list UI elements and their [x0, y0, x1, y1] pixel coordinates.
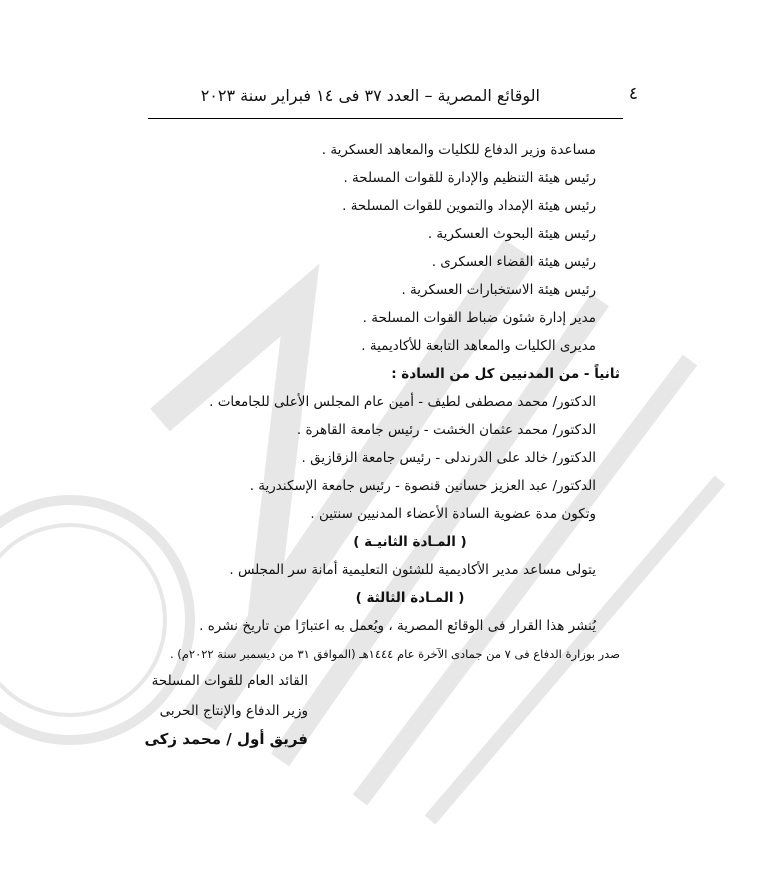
issued-date: صدر بوزارة الدفاع فى ٧ من جمادى الآخرة عام ١٤٤٤هـ (الموافق ٣١ من ديسمبر سنة ٢٠٢٢م) . — [169, 647, 620, 661]
list-item: الدكتور/ خالد على الدرندلى - رئيس جامعة الزقازيق . — [301, 450, 596, 466]
list-item: رئيس هيئة القضاء العسكرى . — [431, 254, 596, 270]
list-item: رئيس هيئة الإمداد والتموين للقوات المسلحة . — [342, 198, 596, 214]
signature-title-2: وزير الدفاع والإنتاج الحربى — [159, 703, 308, 719]
article-2-text: يتولى مساعد مدير الأكاديمية للشئون التعليمية أمانة سر المجلس . — [229, 562, 596, 578]
list-item: مديرى الكليات والمعاهد التابعة للأكاديمية . — [361, 338, 596, 354]
list-item: رئيس هيئة التنظيم والإدارة للقوات المسلحة . — [343, 170, 596, 186]
gazette-header-title: الوقائع المصرية – العدد ٣٧ فى ١٤ فبراير سنة ٢٠٢٣ — [200, 86, 540, 105]
list-item: رئيس هيئة البحوث العسكرية . — [427, 226, 596, 242]
article-2-heading: ( المـادة الثانيـة ) — [353, 534, 467, 550]
list-item: مساعدة وزير الدفاع للكليات والمعاهد العسكرية . — [321, 142, 596, 158]
article-3-text: يُنشر هذا القرار فى الوقائع المصرية ، ويُعمل به اعتبارًا من تاريخ نشره . — [199, 618, 596, 634]
list-item: مدير إدارة شئون ضباط القوات المسلحة . — [362, 310, 596, 326]
signature-title-1: القائد العام للقوات المسلحة — [151, 673, 308, 689]
list-item: رئيس هيئة الاستخبارات العسكرية . — [401, 282, 596, 298]
article-3-heading: ( المـادة الثالثة ) — [355, 590, 465, 606]
page-number: ٤ — [628, 84, 638, 104]
civilians-heading: ثانياً - من المدنيين كل من السادة : — [391, 366, 620, 382]
list-item: الدكتور/ عبد العزيز حسانين قنصوة - رئيس جامعة الإسكندرية . — [249, 478, 596, 494]
list-item: الدكتور/ محمد عثمان الخشت - رئيس جامعة القاهرة . — [296, 422, 596, 438]
list-item: الدكتور/ محمد مصطفى لطيف - أمين عام المجلس الأعلى للجامعات . — [209, 394, 596, 410]
header-divider — [148, 118, 623, 119]
list-item: وتكون مدة عضوية السادة الأعضاء المدنيين سنتين . — [310, 506, 596, 522]
signature-name: فريق أول / محمد زكى — [144, 730, 308, 748]
